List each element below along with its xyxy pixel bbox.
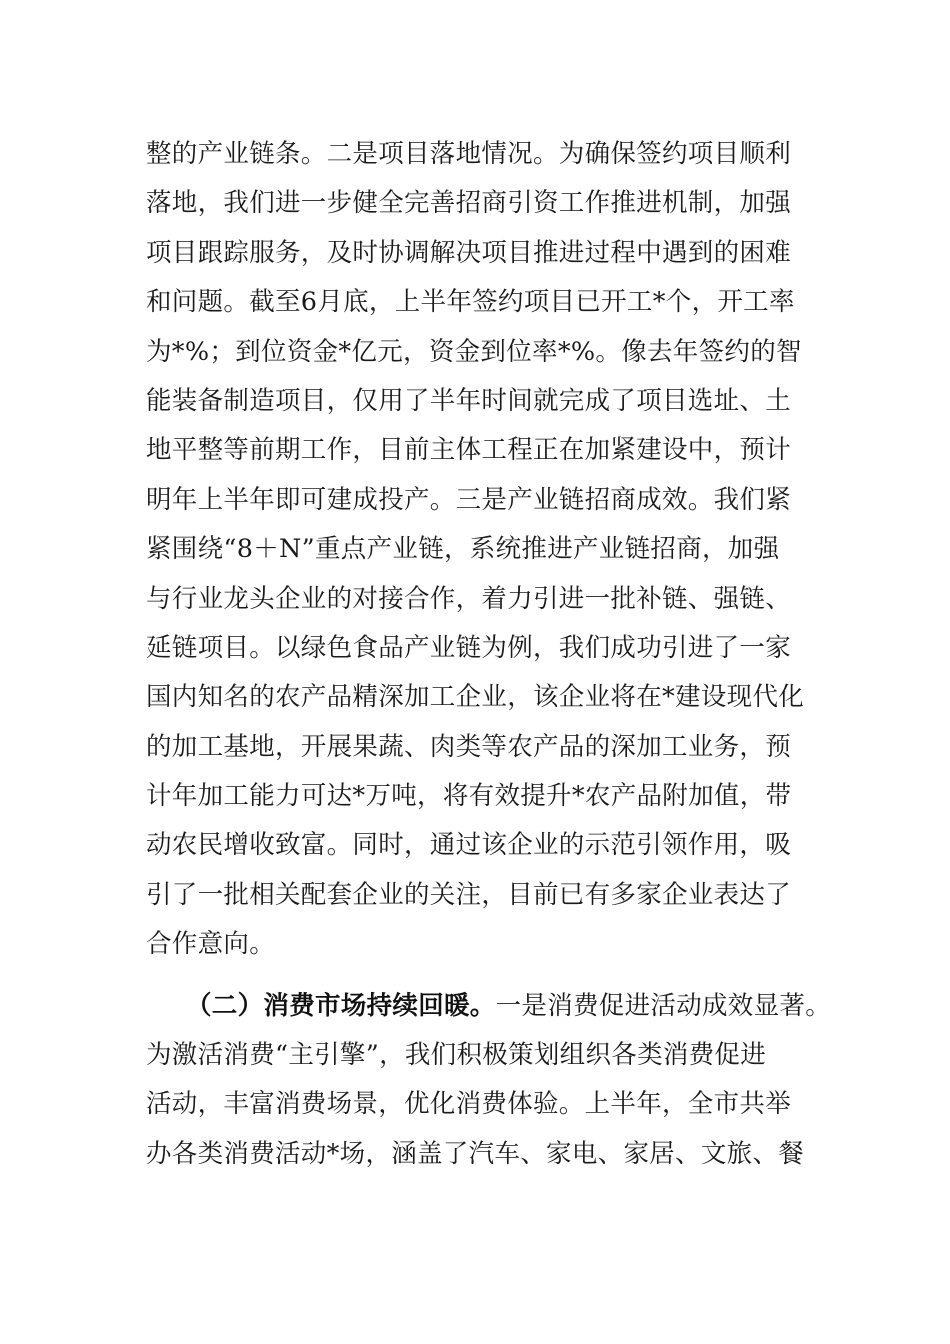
text-line: 的加工基地，开展果蔬、肉类等农产品的深加工业务，预	[146, 731, 792, 762]
text-line: 计年加工能力可达*万吨，将有效提升*农产品附加值，带	[146, 781, 792, 812]
text-line: 活动，丰富消费场景，优化消费体验。上半年，全市共举	[146, 1089, 792, 1120]
text-line: 办各类消费活动*场，涵盖了汽车、家电、家居、文旅、餐	[146, 1138, 805, 1169]
text-line: 落地，我们进一步健全完善招商引资工作推进机制，加强	[146, 188, 792, 219]
text-line: 为激活消费“主引擎”，我们积极策划组织各类消费促进	[146, 1040, 767, 1071]
text-line: 为*%；到位资金*亿元，资金到位率*%。像去年签约的智	[146, 336, 802, 367]
text-line: 动农民增收致富。同时，通过该企业的示范引领作用，吸	[146, 830, 792, 861]
text-line: 与行业龙头企业的对接合作，着力引进一批补链、强链、	[146, 583, 792, 614]
paragraph-spacer	[146, 970, 846, 982]
text-line: 明年上半年即可建成投产。三是产业链招商成效。我们紧	[146, 484, 792, 515]
text-line: 和问题。截至6月底，上半年签约项目已开工*个，开工率	[146, 287, 795, 318]
paragraph-1	[146, 130, 846, 970]
text-line: 合作意向。	[146, 929, 276, 960]
text-line: 项目跟踪服务，及时协调解决项目推进过程中遇到的困难	[146, 237, 792, 268]
section-heading: （二）消费市场持续回暖。	[186, 990, 496, 1021]
text-line: 国内知名的农产品精深加工企业，该企业将在*建设现代化	[146, 682, 805, 713]
paragraph-2	[146, 982, 846, 1180]
section-first-line	[146, 982, 846, 1031]
text-line: 地平整等前期工作，目前主体工程正在加紧建设中，预计	[146, 435, 792, 466]
text-line: 引了一批相关配套企业的关注，目前已有多家企业表达了	[146, 879, 792, 910]
text-line: 紧围绕“8＋N”重点产业链，系统推进产业链招商，加强	[146, 534, 780, 565]
text-line: 延链项目。以绿色食品产业链为例，我们成功引进了一家	[146, 632, 792, 663]
text-line: 整的产业链条。二是项目落地情况。为确保签约项目顺利	[146, 139, 792, 169]
text-line: 能装备制造项目，仅用了半年时间就完成了项目选址、土	[146, 385, 792, 416]
document-body	[146, 130, 846, 1179]
section-first-line-text: 一是消费促进活动成效显著。	[495, 990, 832, 1021]
